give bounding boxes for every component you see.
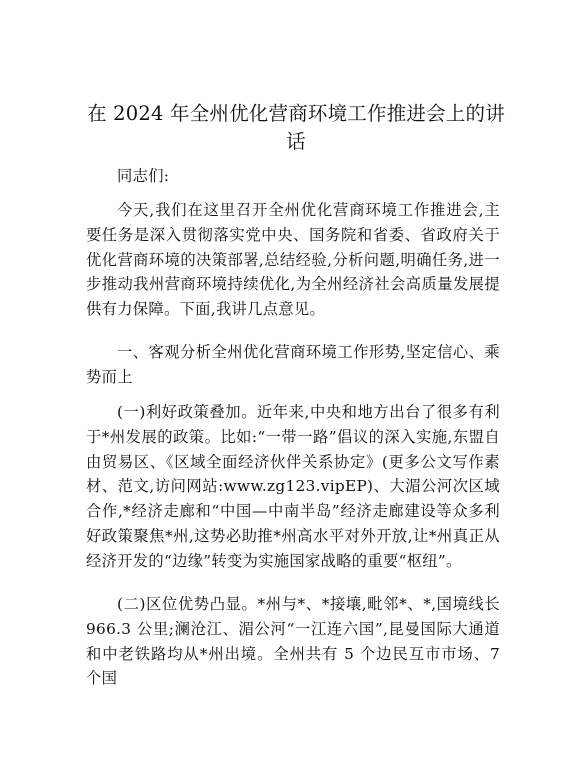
greeting: 同志们: bbox=[117, 167, 170, 185]
document-title: 在 2024 年全州优化营商环境工作推进会上的讲话 bbox=[87, 102, 505, 153]
section-heading-1: 一、客观分析全州优化营商环境工作形势,坚定信心、乘势而上 bbox=[86, 343, 500, 386]
paragraph-policy: (一)利好政策叠加。近年来,中央和地方出台了很多有利于*州发展的政策。比如:“一带一路”倡议的深入实施,东盟自由贸易区、《区域全面经济伙伴关系协定》(更多公文写作素材、范文,访问网站:www.zg123.vipEP)、大湄公河次区域合作,*经济走廊和“中国—中南半岛”经济走廊建设等众多利好政策聚焦*州,这势必助推*州高水平对外开放,让*州真正从经济开发的“边缘”转变为实施国家战略的重要“枢纽”。 bbox=[86, 403, 500, 570]
paragraph-intro: 今天,我们在这里召开全州优化营商环境工作推进会,主要任务是深入贯彻落实党中央、国务院和省委、省政府关于优化营商环境的决策部署,总结经验,分析问题,明确任务,进一步推动我州营商环境持续优化,为全州经济社会高质量发展提供有力保障。下面,我讲几点意见。 bbox=[86, 201, 500, 319]
paragraph-location: (二)区位优势凸显。*州与*、*接壤,毗邻*、*,国境线长 966.3 公里;澜沧江、湄公河“一江连六国”,昆曼国际大通道和中老铁路均从*州出境。全州共有 5 个边民互市市场、7 个国 bbox=[86, 595, 500, 688]
